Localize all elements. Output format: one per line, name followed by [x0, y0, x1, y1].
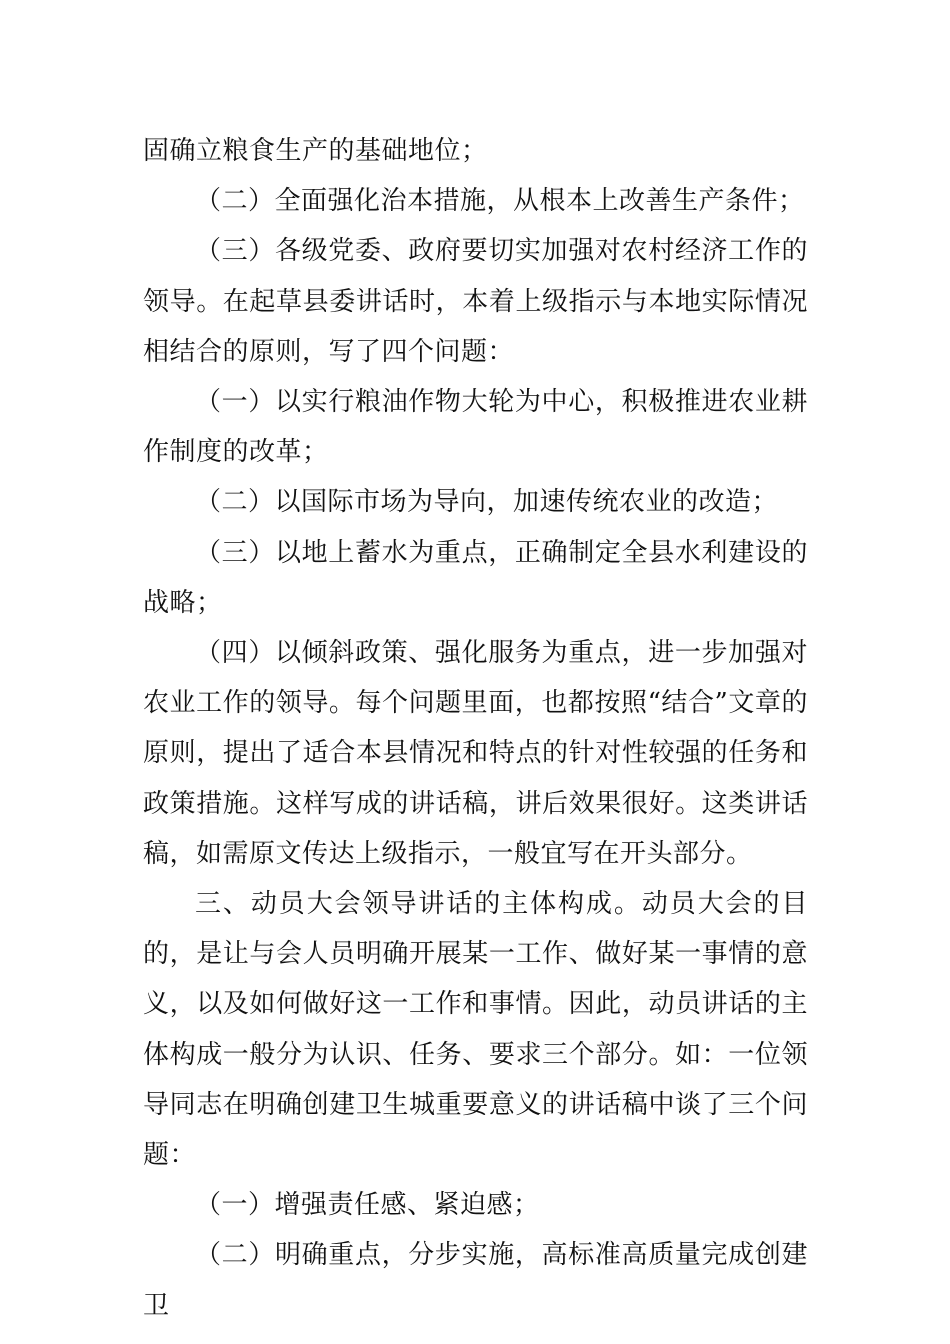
paragraph-issue-4: （四）以倾斜政策、强化服务为重点，进一步加强对农业工作的领导。每个问题里面，也都按照“结合”文章的原则，提出了适合本县情况和特点的针对性较强的任务和政策措施。这样写成的讲话稿，讲后效果很好。这类讲话稿，如需原文传达上级指示，一般宜写在开头部分。	[143, 638, 808, 869]
paragraph-item-2-measures: （二）全面强化治本措施，从根本上改善生产条件；	[195, 186, 805, 217]
paragraph-continuation: 固确立粮食生产的基础地位；	[143, 136, 488, 166]
paragraph-item-3-leadership: （三）各级党委、政府要切实加强对农村经济工作的领导。在起草县委讲话时，本着上级指示与本地实际情况相结合的原则，写了四个问题：	[143, 236, 808, 367]
paragraph-issue-1: （一）以实行粮油作物大轮为中心，积极推进农业耕作制度的改革；	[143, 387, 808, 468]
document-body	[143, 126, 808, 1331]
paragraph-point-1: （一）增强责任感、紧迫感；	[195, 1190, 540, 1221]
paragraph-issue-2: （二）以国际市场为导向，加速传统农业的改造；	[195, 487, 779, 518]
paragraph-section-3: 三、动员大会领导讲话的主体构成。动员大会的目的，是让与会人员明确开展某一工作、做好某一事情的意义，以及如何做好这一工作和事情。因此，动员讲话的主体构成一般分为认识、任务、要求三个部分。如：一位领导同志在明确创建卫生城重要意义的讲话稿中谈了三个问题：	[143, 889, 808, 1171]
paragraph-issue-3: （三）以地上蓄水为重点，正确制定全县水利建设的战略；	[143, 537, 808, 618]
paragraph-point-2: （二）明确重点，分步实施，高标准高质量完成创建卫	[143, 1240, 808, 1321]
